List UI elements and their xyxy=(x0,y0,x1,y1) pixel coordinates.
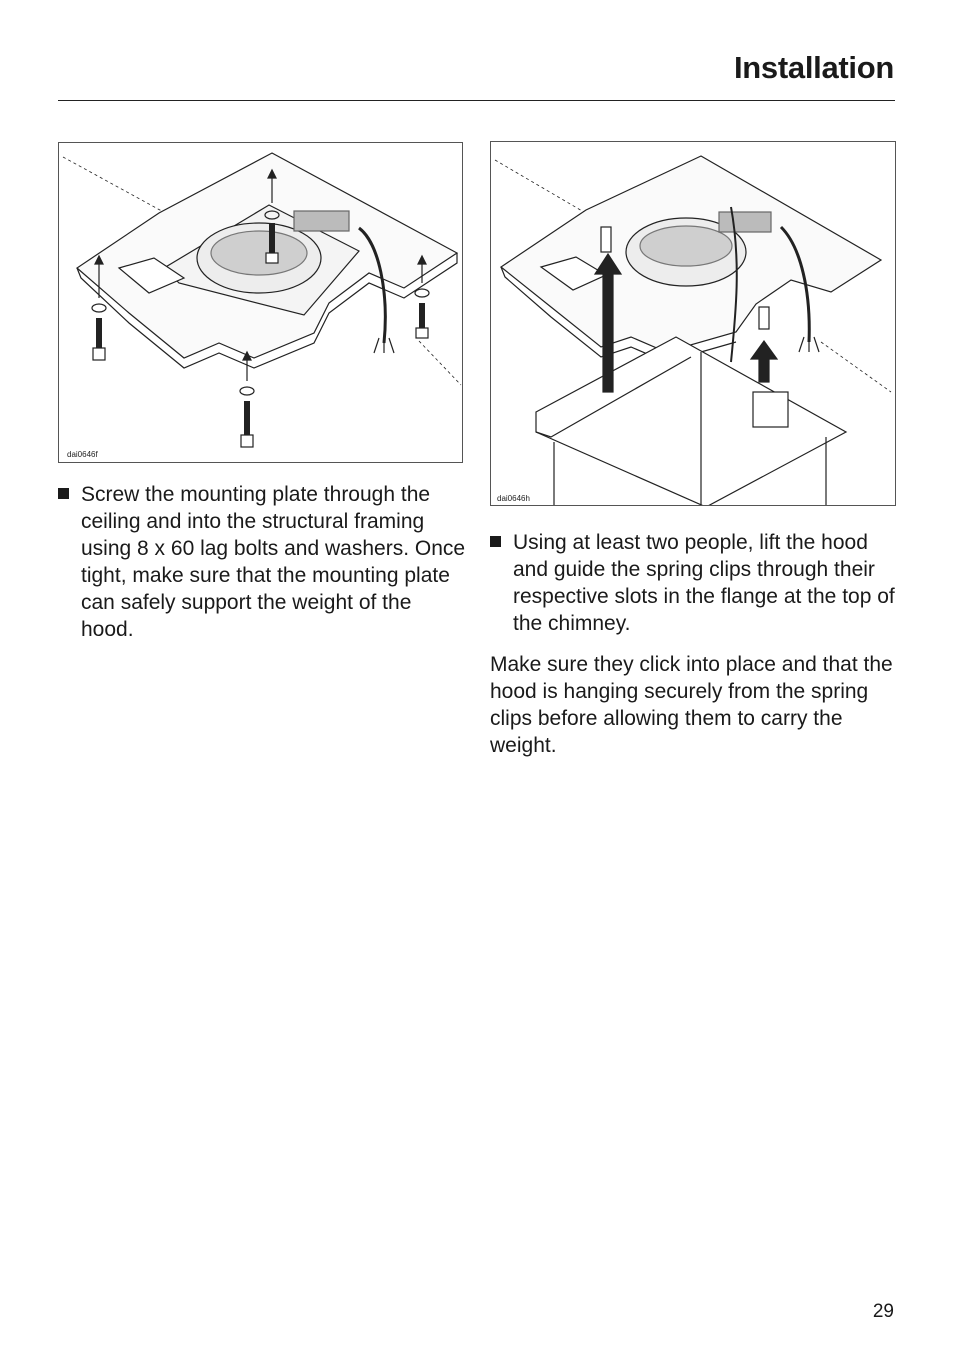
step-list-item xyxy=(490,529,900,637)
hood-chimney-illustration xyxy=(490,141,896,506)
bullet-square-icon xyxy=(490,536,501,547)
page-title: Installation xyxy=(733,50,894,85)
page-number: 29 xyxy=(872,1301,894,1322)
mounting-plate-illustration xyxy=(58,142,463,463)
mounting-plate-drawing xyxy=(59,143,462,462)
header-rule xyxy=(58,100,895,101)
step-text: Screw the mounting plate through the ceiling and into the structural framing using 8 x 60 lag bolts and washers. Once tight, make sure that the mounting plate can safely support the weight of the hood. xyxy=(81,483,466,641)
figure-code: dai0646h xyxy=(497,494,530,503)
instruction-note: Make sure they click into place and that the hood is hanging securely from the spring clips before allowing them to carry the weight. xyxy=(490,653,893,757)
step-text: Using at least two people, lift the hood and guide the spring clips through their respective slots in the flange at the top of the chimney. xyxy=(513,531,895,635)
hood-chimney-drawing xyxy=(491,142,895,505)
bullet-square-icon xyxy=(58,488,69,499)
figure-code: dai0646f xyxy=(67,450,98,459)
step-list-item xyxy=(58,481,468,643)
